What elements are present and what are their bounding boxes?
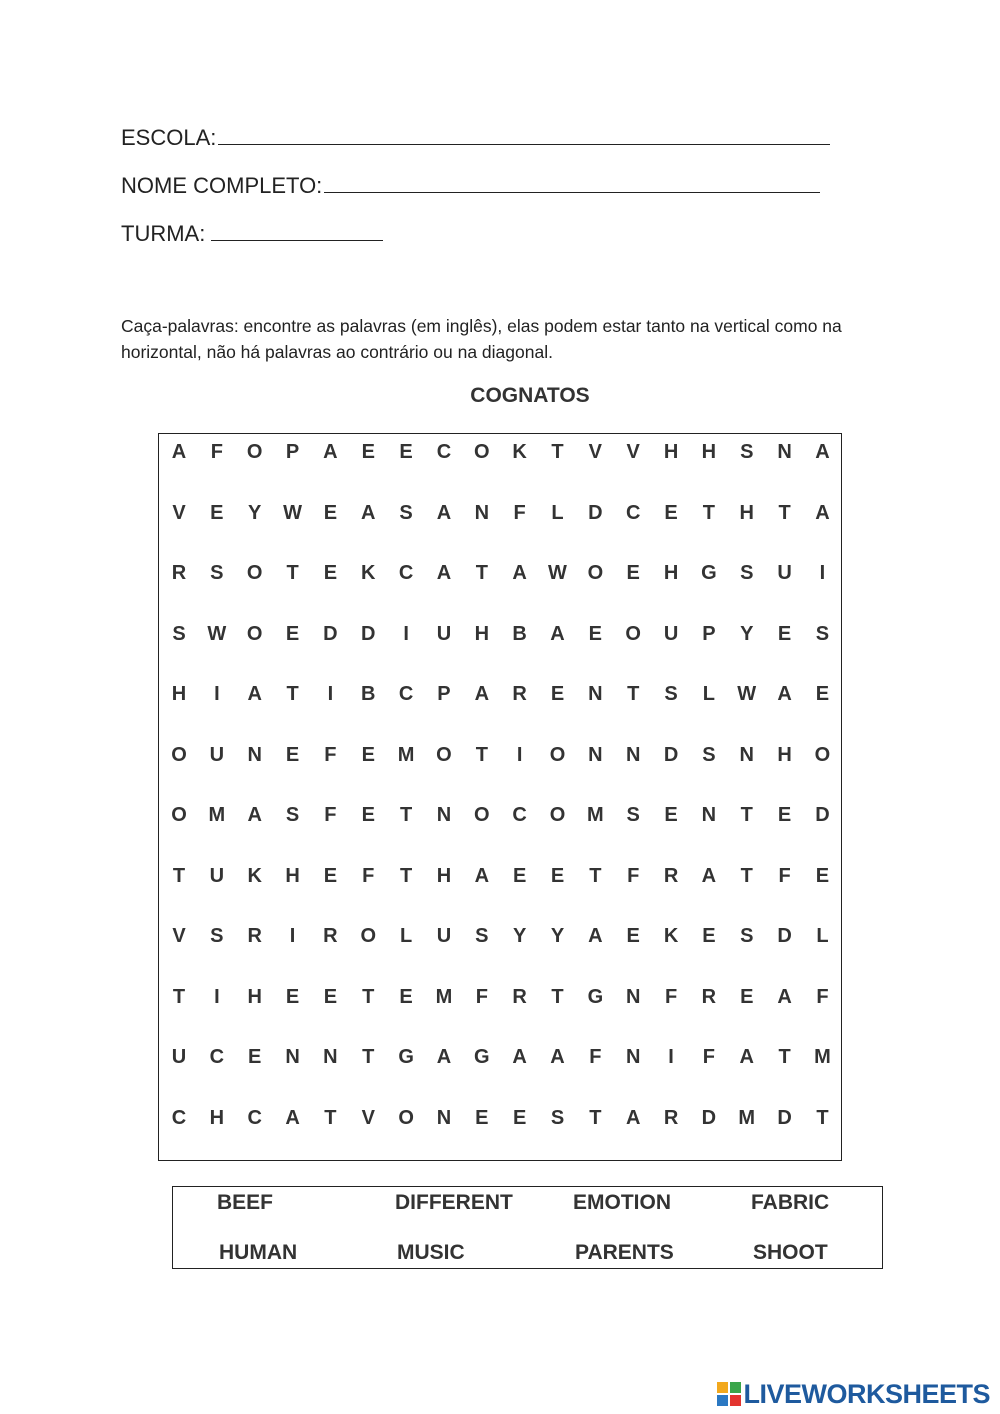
grid-letter[interactable]: E (399, 985, 413, 1008)
grid-letter[interactable]: T (778, 501, 791, 524)
grid-letter[interactable]: R (663, 864, 679, 887)
grid-letter[interactable]: I (327, 683, 334, 705)
grid-letter[interactable]: T (475, 743, 488, 766)
grid-letter[interactable]: V (361, 1106, 375, 1129)
grid-row (159, 619, 841, 649)
grid-letter[interactable]: N (701, 804, 717, 826)
grid-letter[interactable]: T (627, 683, 640, 705)
grid-letter[interactable]: C (398, 683, 414, 705)
grid-letter[interactable]: M (814, 1046, 831, 1068)
grid-row (159, 861, 841, 891)
grid-letter[interactable]: I (214, 683, 220, 705)
grid-letter[interactable]: V (588, 441, 603, 463)
grid-letter[interactable]: I (668, 1046, 674, 1068)
grid-letter[interactable]: T (362, 1046, 375, 1068)
grid-letter[interactable]: T (551, 985, 564, 1008)
grid-letter[interactable]: E (815, 864, 830, 887)
grid-letter[interactable]: I (516, 743, 523, 766)
grid-row (159, 437, 841, 467)
grid-letter[interactable]: E (588, 622, 603, 645)
grid-letter[interactable]: A (474, 683, 490, 705)
grid-letter[interactable]: T (589, 1106, 602, 1129)
grid-row (159, 740, 841, 770)
grid-letter[interactable]: A (625, 1106, 641, 1129)
grid-letter[interactable]: I (403, 622, 409, 645)
grid-letter[interactable]: S (740, 562, 754, 584)
grid-letter[interactable]: A (323, 441, 338, 463)
grid-letter[interactable]: E (702, 925, 716, 947)
grid-letter[interactable]: O (436, 743, 452, 766)
grid-letter[interactable]: R (512, 985, 527, 1008)
grid-letter[interactable]: D (323, 622, 338, 645)
grid-row (159, 679, 841, 709)
grid-letter[interactable]: S (210, 562, 224, 584)
class-field (121, 220, 383, 245)
grid-letter[interactable]: T (172, 864, 186, 887)
grid-letter[interactable]: N (625, 743, 641, 766)
grid-letter[interactable]: N (739, 743, 754, 766)
grid-letter[interactable]: H (285, 864, 300, 887)
grid-row (159, 982, 841, 1012)
grid-letter[interactable]: F (589, 1046, 602, 1068)
grid-letter[interactable]: B (361, 683, 376, 705)
grid-letter[interactable]: S (475, 925, 489, 947)
grid-letter[interactable]: H (247, 985, 262, 1008)
grid-letter[interactable]: E (323, 562, 338, 584)
grid-letter[interactable]: T (740, 804, 753, 826)
grid-letter[interactable]: A (512, 1046, 527, 1068)
grid-letter[interactable]: A (512, 562, 527, 584)
grid-letter[interactable]: S (740, 925, 754, 947)
grid-letter[interactable]: C (436, 441, 452, 463)
grid-letter[interactable]: A (171, 441, 187, 463)
class-label: TURMA: (121, 221, 206, 246)
grid-letter[interactable]: E (550, 864, 565, 887)
grid-letter[interactable]: E (361, 441, 375, 463)
grid-letter[interactable]: A (588, 925, 603, 947)
word-bank-item: BEEF (217, 1191, 274, 1214)
grid-letter[interactable]: W (207, 622, 227, 645)
grid-letter[interactable]: E (210, 501, 224, 524)
grid-letter[interactable]: T (740, 864, 753, 887)
grid-letter[interactable]: S (740, 441, 754, 463)
grid-letter[interactable]: O (474, 804, 490, 826)
grid-letter[interactable]: H (171, 683, 187, 705)
grid-letter[interactable]: T (324, 1106, 337, 1129)
grid-letter[interactable]: U (436, 925, 452, 947)
grid-letter[interactable]: P (437, 683, 451, 705)
grid-letter[interactable]: H (663, 441, 679, 463)
class-line[interactable] (211, 220, 383, 241)
grid-letter[interactable]: Y (740, 622, 754, 645)
grid-letter[interactable]: H (777, 743, 792, 766)
grid-letter[interactable]: N (323, 1046, 338, 1068)
grid-letter[interactable]: F (475, 985, 488, 1008)
word-bank (172, 1186, 883, 1269)
grid-letter[interactable]: A (247, 683, 262, 705)
grid-letter[interactable]: T (816, 1106, 829, 1129)
grid-letter[interactable]: E (285, 622, 300, 645)
grid-letter[interactable]: F (324, 743, 337, 766)
grid-letter[interactable]: E (815, 683, 830, 705)
grid-letter[interactable]: T (778, 1046, 791, 1068)
grid-letter[interactable]: F (210, 441, 223, 463)
grid-letter[interactable]: L (399, 925, 413, 947)
grid-letter[interactable]: G (701, 562, 717, 584)
grid-letter[interactable]: F (513, 501, 526, 524)
word-bank-item: HUMAN (219, 1241, 298, 1264)
grid-letter[interactable]: R (323, 925, 338, 947)
brand-name: LIVEWORKSHEETS (743, 1378, 990, 1409)
grid-letter[interactable]: U (209, 864, 225, 887)
grid-letter[interactable]: E (626, 925, 640, 947)
grid-letter[interactable]: W (283, 501, 302, 524)
grid-letter[interactable]: B (512, 622, 527, 645)
grid-letter[interactable]: F (816, 985, 829, 1008)
grid-letter[interactable]: N (588, 683, 603, 705)
grid-letter[interactable]: F (778, 864, 791, 887)
grid-letter[interactable]: S (285, 804, 300, 826)
grid-letter[interactable]: M (587, 804, 604, 826)
grid-letter[interactable]: W (548, 562, 567, 584)
grid-letter[interactable]: M (208, 804, 226, 826)
grid-letter[interactable]: A (436, 501, 452, 524)
grid-letter[interactable]: A (550, 622, 565, 645)
grid-letter[interactable]: H (436, 864, 452, 887)
grid-letter[interactable]: N (247, 743, 262, 766)
grid-letter[interactable]: A (285, 1106, 300, 1129)
grid-letter[interactable]: A (701, 864, 717, 887)
grid-letter[interactable]: T (286, 562, 299, 584)
grid-letter[interactable]: D (815, 804, 830, 826)
grid-letter[interactable]: O (360, 925, 377, 947)
grid-letter[interactable]: N (474, 501, 490, 524)
grid-letter[interactable]: R (247, 925, 262, 947)
grid-letter[interactable]: S (626, 804, 640, 826)
word-bank-item: PARENTS (575, 1241, 674, 1264)
grid-letter[interactable]: O (246, 441, 263, 463)
grid-letter[interactable]: V (626, 441, 640, 463)
grid-letter[interactable]: O (814, 743, 831, 766)
name-line[interactable] (324, 172, 820, 193)
school-label: ESCOLA: (121, 125, 217, 150)
grid-letter[interactable]: E (323, 501, 338, 524)
grid-letter[interactable]: T (362, 985, 375, 1008)
grid-letter[interactable]: O (246, 562, 263, 584)
grid-letter[interactable]: G (474, 1046, 490, 1068)
word-search-grid (158, 433, 842, 1161)
grid-letter[interactable]: D (663, 743, 679, 766)
grid-letter[interactable]: C (247, 1106, 262, 1129)
school-field (121, 124, 830, 149)
grid-letter[interactable]: E (285, 985, 300, 1008)
grid-letter[interactable]: E (512, 1106, 527, 1129)
grid-letter[interactable]: S (702, 743, 716, 766)
grid-letter[interactable]: E (475, 1106, 489, 1129)
grid-letter[interactable]: A (815, 501, 830, 524)
grid-letter[interactable]: T (475, 562, 488, 584)
grid-letter[interactable]: W (737, 683, 757, 705)
grid-letter[interactable]: A (777, 683, 792, 705)
grid-letter[interactable]: N (625, 985, 641, 1008)
grid-letter[interactable]: E (664, 804, 678, 826)
grid-letter[interactable]: E (777, 804, 792, 826)
grid-letter[interactable]: V (172, 925, 186, 947)
grid-letter[interactable]: O (625, 622, 641, 645)
grid-letter[interactable]: L (551, 501, 564, 524)
grid-letter[interactable]: Y (512, 925, 527, 947)
grid-letter[interactable]: H (739, 501, 754, 524)
grid-letter[interactable]: U (171, 1046, 187, 1068)
grid-letter[interactable]: A (436, 562, 452, 584)
grid-letter[interactable]: H (474, 622, 490, 645)
grid-letter[interactable]: D (361, 622, 376, 645)
grid-letter[interactable]: E (512, 864, 527, 887)
grid-letter[interactable]: A (777, 985, 792, 1008)
grid-letter[interactable]: S (815, 622, 830, 645)
grid-letter[interactable]: D (701, 1106, 717, 1129)
word-bank-item: MUSIC (397, 1241, 465, 1264)
grid-row (159, 1042, 841, 1072)
grid-row (159, 1103, 841, 1133)
grid-letter[interactable]: K (361, 562, 376, 584)
grid-letter[interactable]: E (399, 441, 413, 463)
grid-letter[interactable]: T (551, 441, 564, 463)
name-label: NOME COMPLETO: (121, 173, 323, 198)
grid-letter[interactable]: E (248, 1046, 262, 1068)
grid-letter[interactable]: E (323, 864, 338, 887)
grid-letter[interactable]: F (702, 1046, 715, 1068)
grid-letter[interactable]: E (777, 622, 792, 645)
grid-letter[interactable]: S (210, 925, 224, 947)
grid-letter[interactable]: S (399, 501, 413, 524)
grid-letter[interactable]: O (549, 804, 566, 826)
grid-letter[interactable]: M (397, 743, 415, 766)
word-bank-item: DIFFERENT (395, 1191, 513, 1214)
grid-row (159, 558, 841, 588)
grid-letter[interactable]: L (702, 683, 715, 705)
grid-letter[interactable]: U (777, 562, 792, 584)
grid-letter[interactable]: O (549, 743, 566, 766)
grid-letter[interactable]: M (738, 1106, 756, 1129)
grid-letter[interactable]: F (324, 804, 337, 826)
grid-letter[interactable]: U (436, 622, 452, 645)
grid-letter[interactable]: K (247, 864, 262, 887)
grid-letter[interactable]: O (171, 804, 187, 826)
instructions: Caça-palavras: encontre as palavras (em inglês), elas podem estar tanto na vertical como na horizontal, não há palavras ao contrário ou na diagonal. (121, 316, 842, 362)
grid-letter[interactable]: E (323, 985, 338, 1008)
liveworksheets-logo-icon (717, 1382, 741, 1406)
grid-letter[interactable]: R (171, 562, 187, 584)
grid-letter[interactable]: S (664, 683, 678, 705)
grid-letter[interactable]: E (664, 501, 678, 524)
grid-letter[interactable]: O (398, 1106, 414, 1129)
grid-letter[interactable]: A (739, 1046, 754, 1068)
grid-letter[interactable]: U (209, 743, 225, 766)
grid-letter[interactable]: N (777, 441, 792, 463)
word-bank-item: FABRIC (751, 1191, 830, 1214)
grid-letter[interactable]: T (589, 864, 602, 887)
grid-letter[interactable]: A (550, 1046, 565, 1068)
grid-letter[interactable]: Y (248, 501, 262, 524)
grid-letter[interactable]: A (474, 864, 490, 887)
grid-letter[interactable]: R (512, 683, 527, 705)
grid-letter[interactable]: Y (550, 925, 565, 947)
grid-letter[interactable]: E (626, 562, 640, 584)
grid-letter[interactable]: H (701, 441, 717, 463)
worksheet-title: COGNATOS (470, 384, 590, 407)
grid-letter[interactable]: F (362, 864, 375, 887)
grid-letter[interactable]: S (172, 622, 186, 645)
grid-letter[interactable]: C (512, 804, 527, 826)
grid-letter[interactable]: N (588, 743, 603, 766)
grid-letter[interactable]: C (625, 501, 641, 524)
grid-row (159, 800, 841, 830)
grid-letter[interactable]: R (663, 1106, 679, 1129)
grid-letter[interactable]: F (627, 864, 640, 887)
grid-letter[interactable]: D (777, 1106, 792, 1129)
grid-letter[interactable]: I (819, 562, 826, 584)
grid-letter[interactable]: P (285, 441, 300, 463)
grid-letter[interactable]: A (361, 501, 376, 524)
grid-letter[interactable]: F (664, 985, 678, 1008)
liveworksheets-brand[interactable] (717, 1376, 990, 1412)
grid-letter[interactable]: C (209, 1046, 225, 1068)
grid-row (159, 498, 841, 528)
grid-letter[interactable]: D (588, 501, 603, 524)
grid-letter[interactable]: T (702, 501, 715, 524)
grid-letter[interactable]: N (436, 1106, 452, 1129)
grid-letter[interactable]: A (247, 804, 262, 826)
grid-letter[interactable]: M (435, 985, 453, 1008)
grid-letter[interactable]: O (587, 562, 604, 584)
grid-letter[interactable]: E (285, 743, 300, 766)
grid-letter[interactable]: E (361, 804, 375, 826)
school-line[interactable] (218, 124, 830, 145)
grid-letter[interactable]: T (286, 683, 299, 705)
grid-letter[interactable]: P (702, 622, 716, 645)
grid-letter[interactable]: C (398, 562, 414, 584)
grid-letter[interactable]: G (398, 1046, 414, 1068)
grid-letter[interactable]: T (399, 864, 413, 887)
name-field (121, 172, 820, 197)
grid-letter[interactable]: E (740, 985, 754, 1008)
grid-letter[interactable]: H (663, 562, 679, 584)
grid-letter[interactable]: I (214, 985, 220, 1008)
grid-letter[interactable]: N (436, 804, 452, 826)
grid-letter[interactable]: T (399, 804, 413, 826)
grid-letter[interactable]: R (701, 985, 717, 1008)
grid-letter[interactable]: E (550, 683, 565, 705)
grid-letter[interactable]: C (171, 1106, 187, 1129)
grid-letter[interactable]: E (361, 743, 375, 766)
grid-letter[interactable]: L (816, 925, 829, 947)
grid-letter[interactable]: A (436, 1046, 452, 1068)
grid-letter[interactable]: K (512, 441, 527, 463)
grid-letter[interactable]: S (550, 1106, 565, 1129)
grid-letter[interactable]: O (474, 441, 490, 463)
grid-letter[interactable]: O (246, 622, 263, 645)
word-bank-item: SHOOT (753, 1241, 828, 1264)
grid-letter[interactable]: N (625, 1046, 641, 1068)
grid-letter[interactable]: O (171, 743, 187, 766)
grid-row (159, 921, 841, 951)
grid-letter[interactable]: G (587, 985, 604, 1008)
grid-letter[interactable]: N (285, 1046, 300, 1068)
grid-letter[interactable]: A (815, 441, 830, 463)
grid-letter[interactable]: T (172, 985, 186, 1008)
grid-letter[interactable]: V (172, 501, 186, 524)
grid-letter[interactable]: I (289, 925, 296, 947)
grid-letter[interactable]: H (209, 1106, 225, 1129)
word-bank-item: EMOTION (573, 1191, 671, 1214)
grid-letter[interactable]: K (663, 925, 679, 947)
grid-letter[interactable]: U (663, 622, 679, 645)
grid-letter[interactable]: D (777, 925, 792, 947)
